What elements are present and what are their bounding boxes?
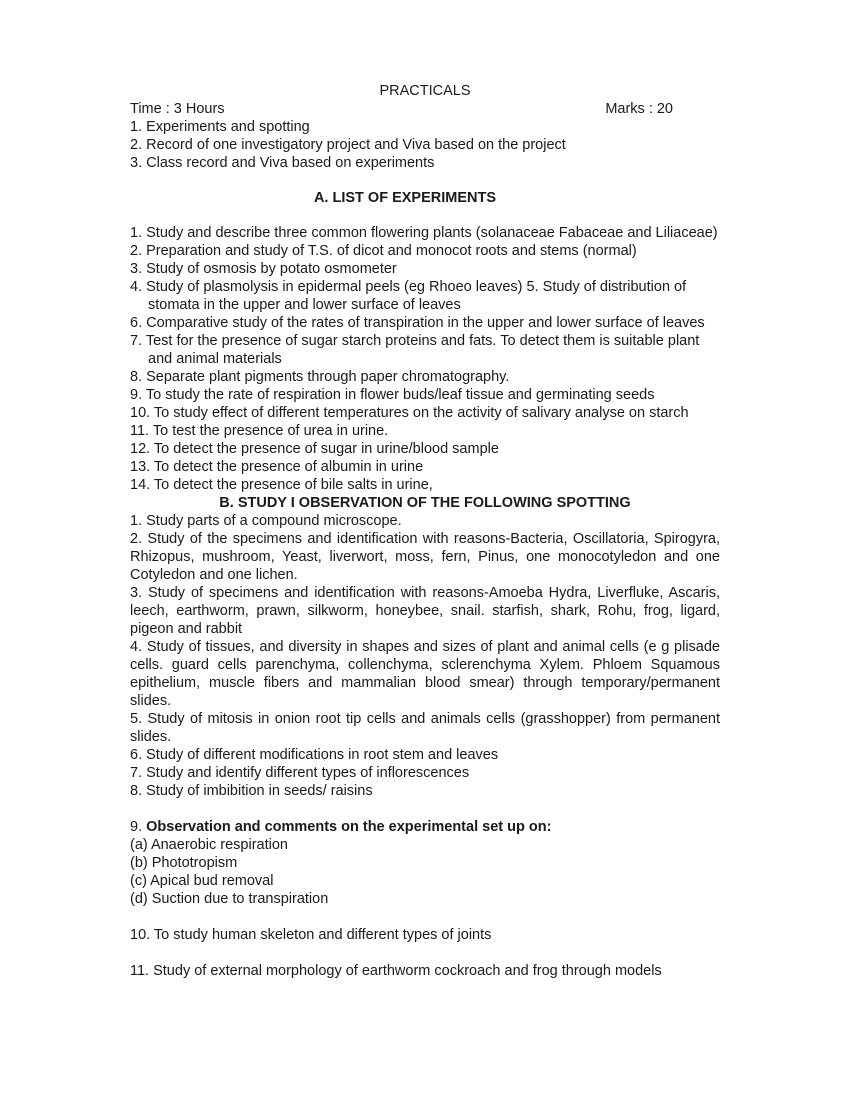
- list-item: 6. Comparative study of the rates of transpiration in the upper and lower surface of leaves: [130, 315, 705, 331]
- list-item: 7. Test for the presence of sugar starch proteins and fats. To detect them is suitable plant and animal materials: [130, 333, 700, 367]
- list-item: 8. Separate plant pigments through paper chromatography.: [130, 369, 510, 385]
- sub-item: (d) Suction due to transpiration: [130, 891, 329, 907]
- list-item: 7. Study and identify different types of inflorescences: [130, 765, 470, 781]
- list-item: 14. To detect the presence of bile salts in urine,: [130, 477, 433, 493]
- sub-item: (a) Anaerobic respiration: [130, 837, 288, 853]
- list-item: 10. To study effect of different temperatures on the activity of salivary analyse on starch: [130, 405, 689, 421]
- section-b-heading: B. STUDY I OBSERVATION OF THE FOLLOWING SPOTTING: [219, 495, 631, 511]
- list-item: 2. Preparation and study of T.S. of dicot and monocot roots and stems (normal): [130, 243, 637, 259]
- list-item: 10. To study human skeleton and different types of joints: [130, 927, 492, 943]
- list-item: 2. Study of the specimens and identification with reasons-Bacteria, Oscillatoria, Spirogyra, Rhizopus, mushroom, Yeast, liverwort, moss, fern, Pinus, one monocotyledon and one Cotyledon and one lichen.: [130, 531, 720, 583]
- item-number: 9.: [130, 819, 143, 835]
- sub-item: (b) Phototropism: [130, 855, 238, 871]
- list-item: 4. Study of plasmolysis in epidermal peels (eg Rhoeo leaves) 5. Study of distribution of stomata in the upper and lower surface of leaves: [130, 279, 687, 313]
- intro-item: 3. Class record and Viva based on experiments: [130, 155, 435, 171]
- list-item: 1. Study parts of a compound microscope.: [130, 513, 402, 529]
- list-item: 1. Study and describe three common flowering plants (solanaceae Fabaceae and Liliaceae): [130, 225, 718, 241]
- intro-item: 2. Record of one investigatory project and Viva based on the project: [130, 137, 566, 153]
- list-item: 11. Study of external morphology of earthworm cockroach and frog through models: [130, 963, 662, 979]
- list-item: 3. Study of osmosis by potato osmometer: [130, 261, 397, 277]
- sub-item: (c) Apical bud removal: [130, 873, 274, 889]
- observation-heading: [130, 818, 720, 836]
- experiment-list: [130, 224, 720, 494]
- document-page: [130, 82, 720, 980]
- list-item: 11. To test the presence of urea in urine.: [130, 423, 389, 439]
- marks-label: Marks : 20: [605, 101, 673, 117]
- observation-title: Observation and comments on the experimental set up on:: [146, 819, 552, 835]
- exam-info-row: [130, 100, 720, 118]
- intro-item: 1. Experiments and spotting: [130, 119, 310, 135]
- list-item: 12. To detect the presence of sugar in urine/blood sample: [130, 441, 499, 457]
- list-item: 8. Study of imbibition in seeds/ raisins: [130, 783, 373, 799]
- time-label: Time : 3 Hours: [130, 101, 225, 117]
- list-item: 13. To detect the presence of albumin in urine: [130, 459, 424, 475]
- list-item: 6. Study of different modifications in root stem and leaves: [130, 747, 499, 763]
- section-a-heading: A. LIST OF EXPERIMENTS: [313, 190, 497, 206]
- list-item: 3. Study of specimens and identification with reasons-Amoeba Hydra, Liverfluke, Ascaris, leech, earthworm, prawn, silkworm, honeybee, snail. starfish, shark, Rohu, frog, ligard, pigeon and rabbit: [130, 585, 720, 637]
- list-item: 9. To study the rate of respiration in flower buds/leaf tissue and germinating seeds: [130, 387, 655, 403]
- spotting-list: [130, 512, 720, 800]
- page-title: PRACTICALS: [379, 83, 471, 99]
- list-item: 4. Study of tissues, and diversity in shapes and sizes of plant and animal cells (e g plisade cells. guard cells parenchyma, collenchyma, sclerenchyma Xylem. Phloem Squamous epithelium, muscle fibers and mammalian blood smear) through temporary/permanent slides.: [130, 639, 720, 709]
- list-item: 5. Study of mitosis in onion root tip cells and animals cells (grasshopper) from permanent slides.: [130, 711, 720, 745]
